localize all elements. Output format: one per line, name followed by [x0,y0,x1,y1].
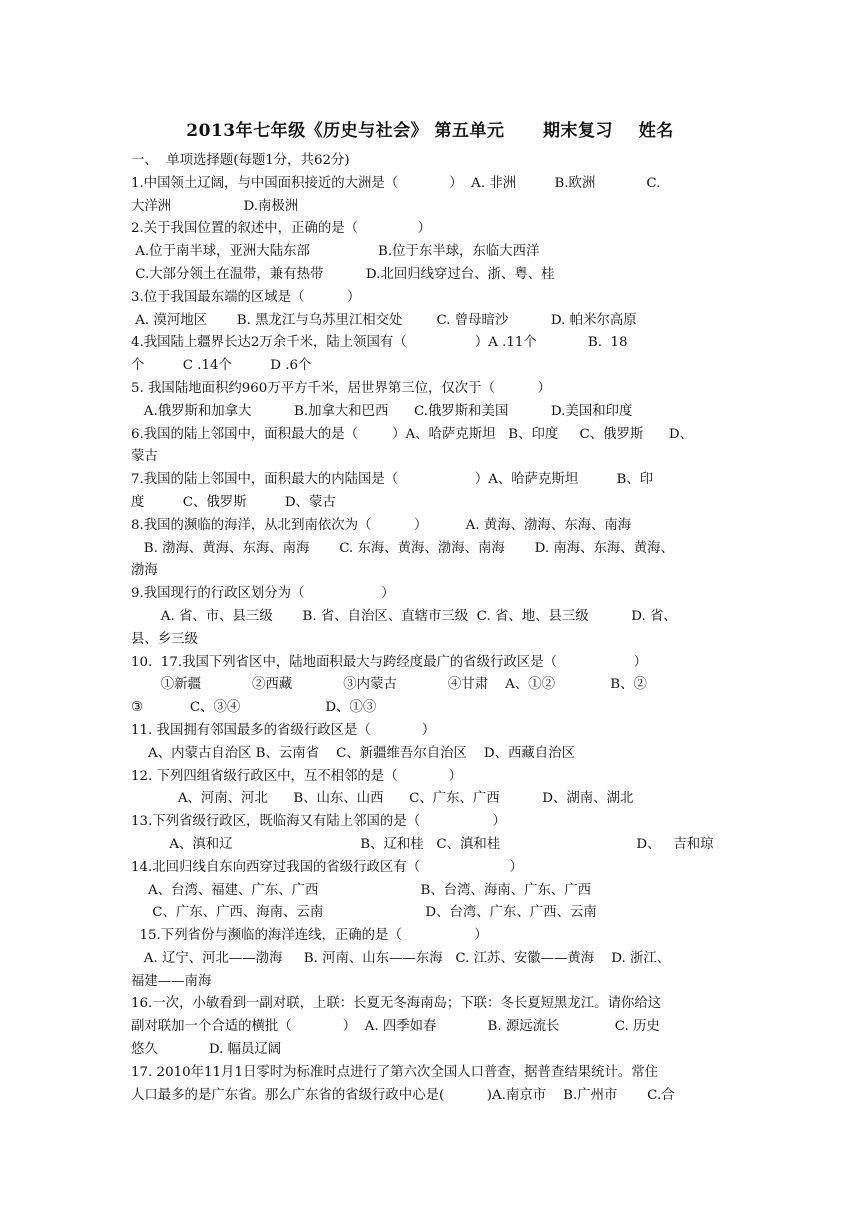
text-line: 4.我国陆上疆界长达2万余千米，陆上领国有（ ）A .11个 B. 18 [131,335,628,351]
text-line: 1.中国领土辽阔，与中国面积接近的大洲是（ ） A. 非洲 B.欧洲 C. [131,175,661,191]
text-line: 人口最多的是广东省。那么广东省的省级行政中心是( )A.南京市 B.广州市 C.合 [131,1087,675,1103]
text-line: 蒙古 [131,449,158,465]
text-line: A、滇和辽 B、辽和桂 C、滇和桂 D、 吉和琼 [131,836,714,852]
text-line: 度 C、俄罗斯 D、蒙古 [131,494,336,510]
text-line: 副对联加一个合适的横批（ ） A. 四季如春 B. 源远流长 C. 历史 [131,1019,660,1035]
text-line: 9.我国现行的行政区划分为（ ） [131,586,395,602]
text-line: 3.位于我国最东端的区域是（ ） [131,289,361,305]
text-line: A. 省、市、县三级 B. 省、自治区、直辖市三级 C. 省、地、县三级 D. 省、 [131,608,677,624]
text-line: C、广东、广西、海南、云南 D、台湾、广东、广西、云南 [131,905,597,921]
text-line: 17. 2010年11月1日零时为标准时点进行了第六次全国人口普查，据普查结果统计。常住 [131,1064,659,1080]
text-line: 8.我国的濒临的海洋，从北到南依次为（ ） A. 黄海、渤海、东海、南海 [131,517,632,533]
text-line: 13.下列省级行政区，既临海又有陆上邻国的是（ ） [131,814,506,830]
text-line: C.大部分领土在温带，兼有热带 D.北回归线穿过台、浙、粤、桂 [131,266,555,282]
text-line: B. 渤海、黄海、东海、南海 C. 东海、黄海、渤海、南海 D. 南海、东海、黄海、 [131,540,674,556]
text-line: 15.下列省份与濒临的海洋连线，正确的是（ ） [131,928,488,944]
question-list [131,150,731,1107]
text-line: 12. 下列四组省级行政区中，互不相邻的是（ ） [131,768,463,784]
text-line: 2.关于我国位置的叙述中，正确的是（ ） [131,221,432,237]
text-line: A、内蒙古自治区 B、云南省 C、新疆维吾尔自治区 D、西藏自治区 [131,745,575,761]
text-line: 大洋洲 D.南极洲 [131,198,299,214]
text-line: A.位于南半球，亚洲大陆东部 B.位于东半球，东临大西洋 [131,244,540,260]
text-line: A、台湾、福建、广东、广西 B、台湾、海南、广东、广西 [131,882,592,898]
text-line: ③ C、③④ D、①③ [131,700,377,716]
text-line: A. 辽宁、河北——渤海 B. 河南、山东——东海 C. 江苏、安徽——黄海 D. 浙江、 [131,950,671,966]
text-line: 14.北回归线自东向西穿过我国的省级行政区有（ ） [131,859,523,875]
text-line: A.俄罗斯和加拿大 B.加拿大和巴西 C.俄罗斯和美国 D.美国和印度 [131,403,633,419]
text-line: 一、 单项选择题(每题1分，共62分) [131,153,350,168]
text-line: 6.我国的陆上邻国中，面积最大的是（ ）A、哈萨克斯坦 B、印度 C、俄罗斯 D、 [131,426,694,442]
text-line: A. 漠河地区 B. 黑龙江与乌苏里江相交处 C. 曾母暗沙 D. 帕米尔高原 [131,312,637,328]
text-line: 个 C .14个 D .6个 [131,358,312,374]
text-line: 福建——南海 [131,973,212,989]
text-line: 7.我国的陆上邻国中，面积最大的内陆国是（ ）A、哈萨克斯坦 B、印 [131,472,654,488]
text-line: 县、乡三级 [131,631,198,647]
document-title: 2013年七年级《历史与社会》 第五单元 期末复习 姓名 [186,121,674,141]
text-line: 渤海 [131,563,158,579]
text-line: 10. 17.我国下列省区中，陆地面积最大与跨经度最广的省级行政区是（ ） [131,654,648,670]
text-line: 悠久 D. 幅员辽阔 [131,1042,282,1058]
text-line: 5. 我国陆地面积约960万平方千米，居世界第三位，仅次于（ ） [131,380,551,396]
text-line: A、河南、河北 B、山东、山西 C、广东、广西 D、湖南、湖北 [131,791,634,807]
text-line: ①新疆 ②西藏 ③内蒙古 ④甘肃 A、①② B、② [131,677,647,693]
text-line: 16.一次，小敏看到一副对联，上联：长夏无冬海南岛；下联：冬长夏短黑龙江。请你给这 [131,996,662,1012]
text-line: 11. 我国拥有邻国最多的省级行政区是（ ） [131,722,436,738]
